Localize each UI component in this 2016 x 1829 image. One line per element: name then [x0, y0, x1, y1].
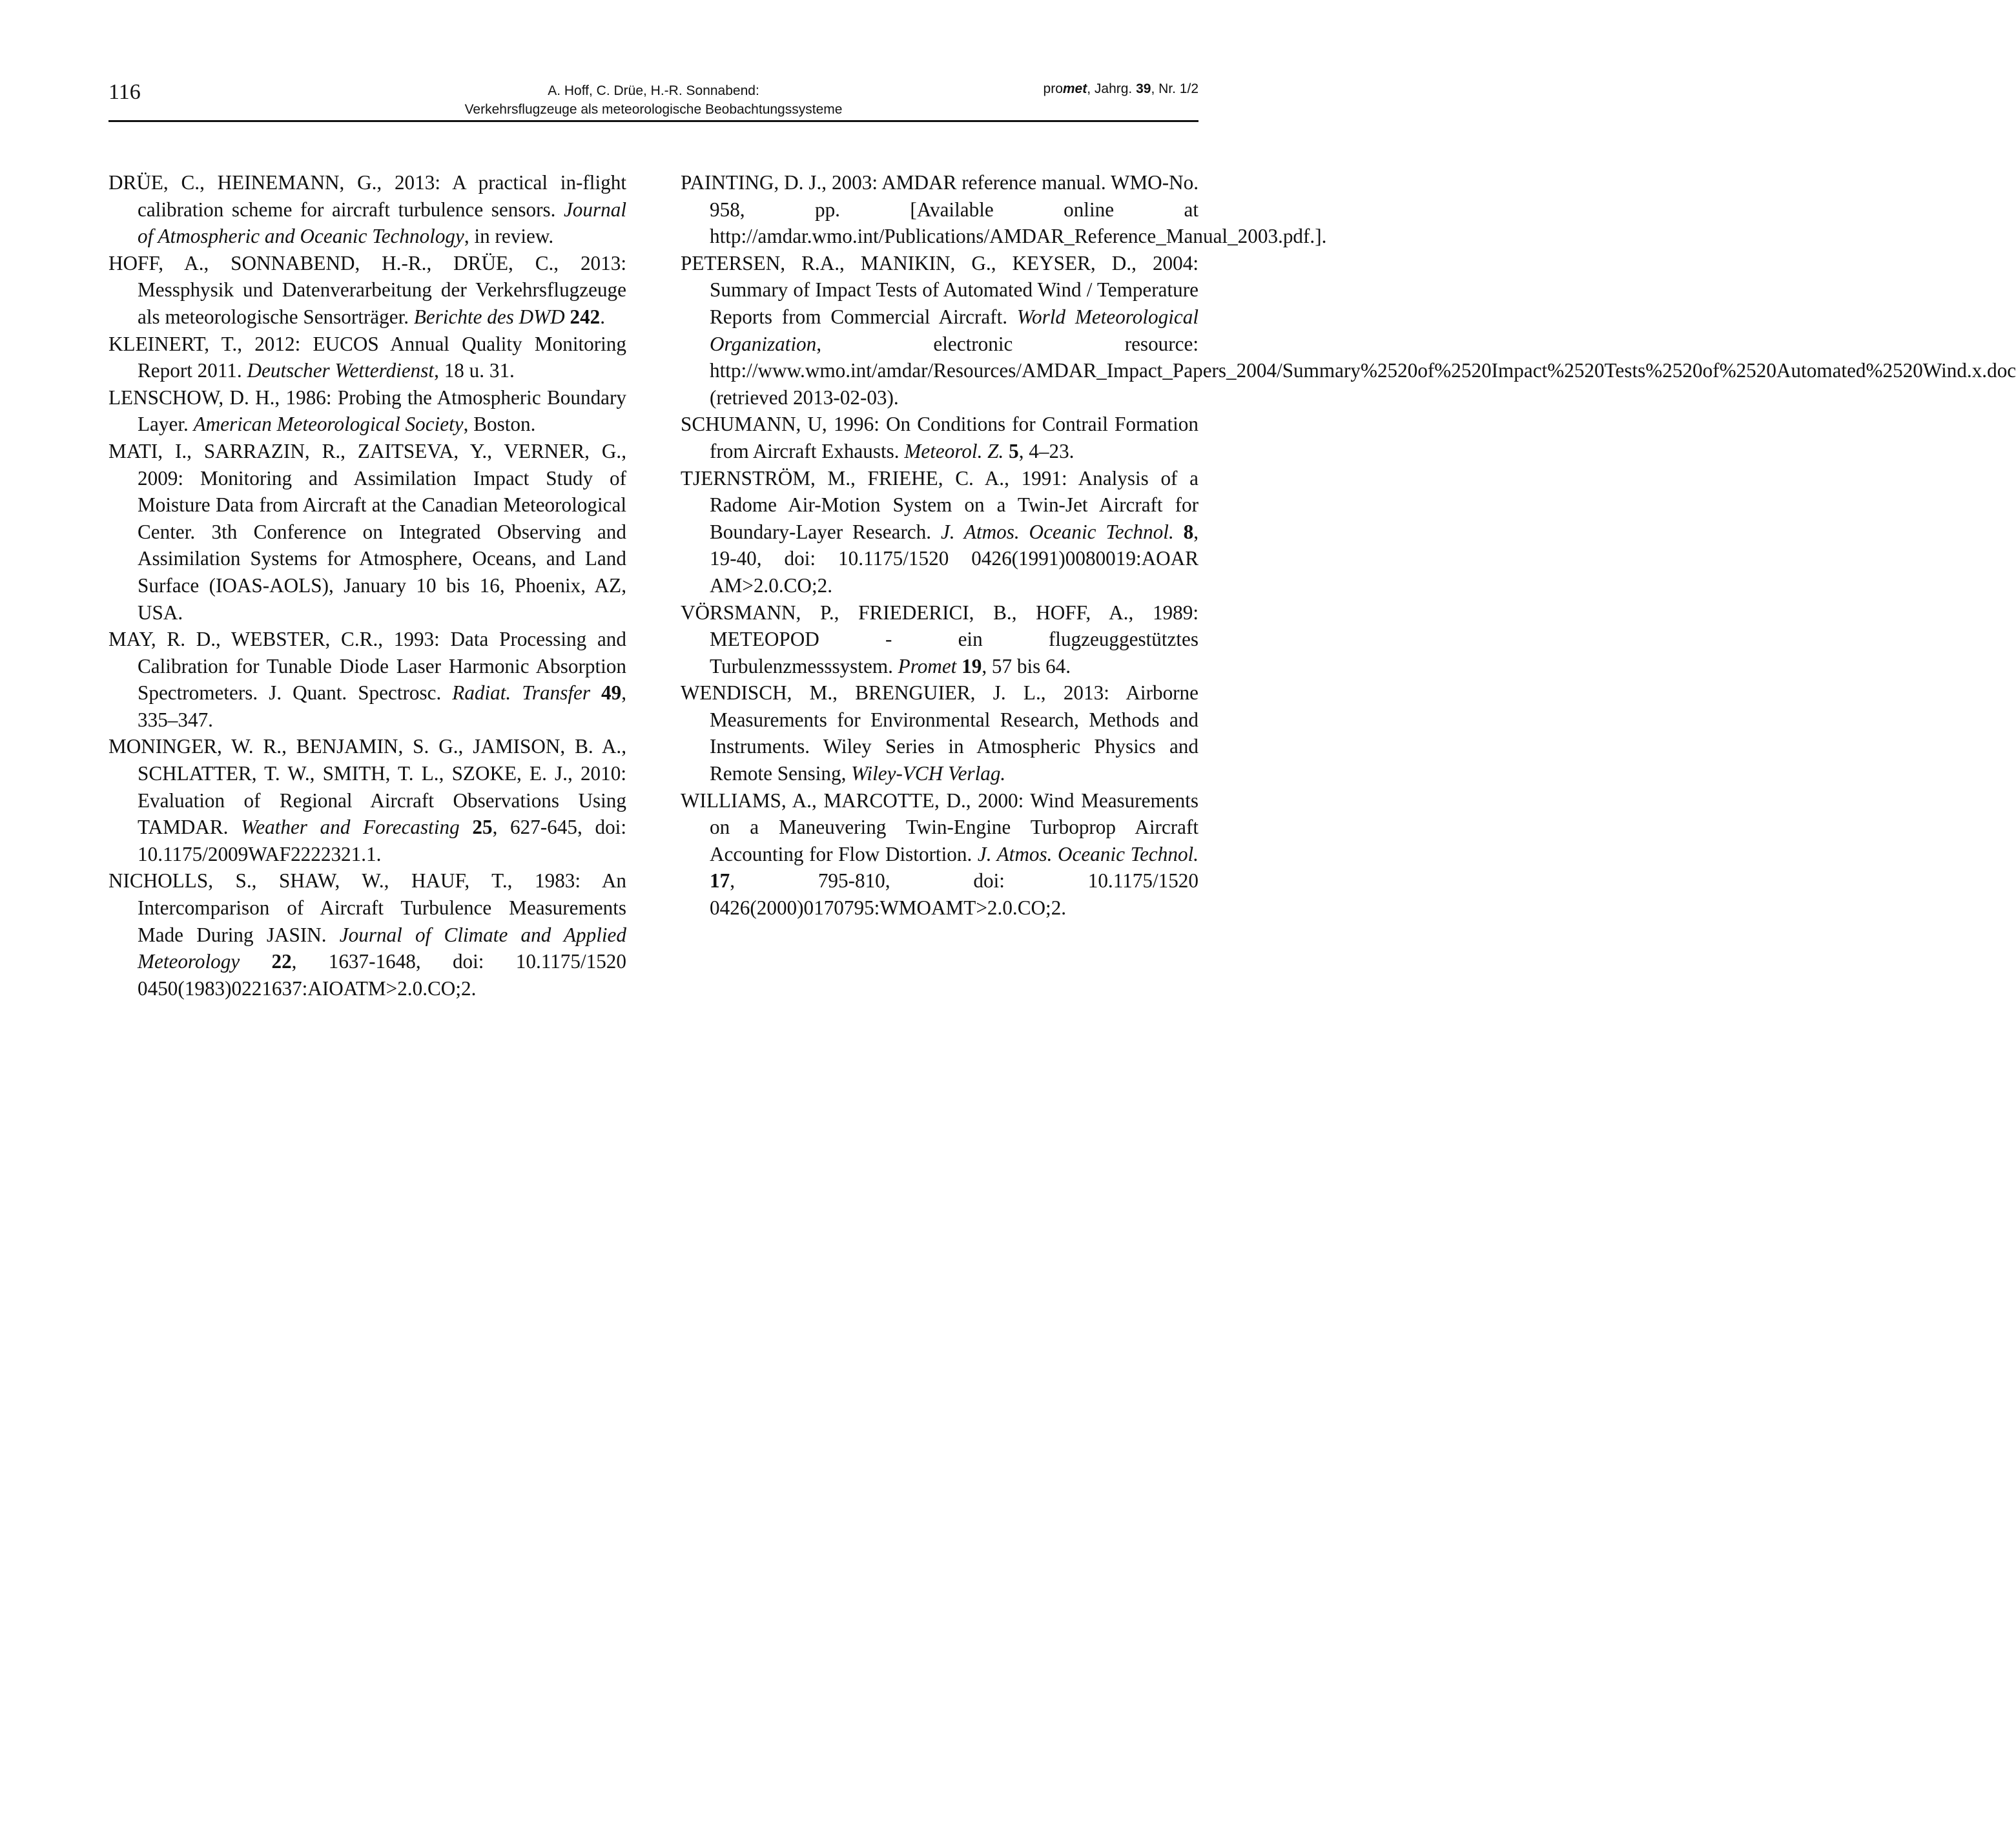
reference-journal: Journal of Atmospheric and Oceanic Technology — [138, 198, 626, 248]
reference-text: KLEINERT, T., 2012: EUCOS Annual Quality Monitoring Report 2011. — [108, 332, 626, 382]
reference-details: , 18 u. 31. — [434, 359, 515, 382]
reference-text: MONINGER, W. R., BENJAMIN, S. G., JAMISON, B. A., SCHLATTER, T. W., SMITH, T. L., SZOKE, E. J., 2010: Evaluation of Regional Aircraft Observations Using TAMDAR. — [108, 735, 626, 839]
reference-details: , 4–23. — [1018, 439, 1075, 462]
reference-entry — [108, 626, 626, 733]
reference-text: PAINTING, D. J., 2003: AMDAR reference manual. WMO-No. 958, pp. [Available online at http://amdar.wmo.int/Publications/AMDAR_Reference_Manual_2003.pdf.]. — [681, 171, 1327, 248]
reference-journal: Berichte des DWD — [413, 305, 565, 328]
reference-text: LENSCHOW, D. H., 1986: Probing the Atmospheric Boundary Layer. — [108, 386, 626, 436]
reference-volume: 5 — [1009, 439, 1019, 462]
reference-entry — [108, 169, 626, 250]
reference-journal: Wiley-VCH Verlag. — [851, 762, 1006, 785]
reference-journal: Deutscher Wetterdienst — [247, 359, 435, 382]
reference-journal: Journal of Climate and Applied Meteorology — [138, 923, 626, 973]
reference-text: MAY, R. D., WEBSTER, C.R., 1993: Data Processing and Calibration for Tunable Diode Laser Harmonic Absorption Spectrometers. J. Quant. Spectrosc. — [108, 628, 626, 705]
reference-journal: J. Atmos. Oceanic Technol. — [977, 842, 1198, 865]
reference-details: , 335–347. — [138, 681, 626, 731]
reference-text: HOFF, A., SONNABEND, H.-R., DRÜE, C., 2013: Messphysik und Datenverarbeitung der Verkehrsflugzeuge als meteorologische Sensorträger. — [108, 251, 626, 328]
reference-journal: Radiat. Transfer — [452, 681, 590, 705]
reference-entry — [108, 438, 626, 626]
reference-journal: J. Atmos. Oceanic Technol. — [940, 520, 1174, 543]
journal-issue: , Nr. 1/2 — [1151, 81, 1198, 96]
reference-text: SCHUMANN, U, 1996: On Conditions for Contrail Formation from Aircraft Exhausts. — [681, 413, 1198, 462]
reference-entry — [681, 679, 1198, 787]
reference-entry — [681, 787, 1198, 922]
journal-volume: 39 — [1136, 81, 1151, 96]
reference-entry — [681, 465, 1198, 599]
reference-entry — [681, 169, 1327, 250]
reference-volume: 22 — [271, 950, 292, 973]
reference-details: , electronic resource: http://www.wmo.int/amdar/Resources/AMDAR_Impact_Papers_2004/Summary%2520of%2520Impact%2520Tests%2520of%2520Automated%2520Wind.x.doc (retrieved 2013-02-03). — [710, 332, 2016, 409]
reference-entry — [681, 250, 2016, 411]
references-column-left — [108, 169, 626, 1002]
running-title — [289, 81, 1018, 119]
journal-name-suffix: met — [1062, 81, 1087, 96]
page-number: 116 — [108, 80, 141, 104]
references-column-right — [681, 169, 2016, 922]
reference-details: , 19-40, doi: 10.1175/1520 0426(1991)0080019:AOAR AM>2.0.CO;2. — [710, 520, 1199, 597]
reference-details: , 795-810, doi: 10.1175/1520 0426(2000)0170795:WMOAMT>2.0.CO;2. — [710, 869, 1198, 920]
reference-separator — [590, 681, 601, 704]
reference-volume: 19 — [962, 654, 982, 677]
reference-separator — [460, 816, 473, 838]
reference-details: , 1637-1648, doi: 10.1175/1520 0450(1983)0221637:AIOATM>2.0.CO;2. — [138, 950, 626, 1000]
reference-separator — [1174, 521, 1184, 543]
journal-citation — [1044, 81, 1198, 97]
reference-entry — [108, 331, 626, 384]
running-title-article: Verkehrsflugzeuge als meteorologische Beobachtungssysteme — [464, 102, 843, 117]
reference-details: , Boston. — [463, 413, 536, 436]
reference-journal: Promet — [898, 654, 957, 677]
reference-separator — [1003, 440, 1009, 462]
reference-journal: Weather and Forecasting — [241, 816, 460, 839]
header-rule — [108, 120, 1198, 122]
reference-text: PETERSEN, R.A., MANIKIN, G., KEYSER, D., 2004: Summary of Impact Tests of Automated Wind / Temperature Reports from Commercial Aircraft. — [681, 251, 1198, 328]
reference-entry — [681, 411, 1198, 464]
reference-text: WENDISCH, M., BRENGUIER, J. L., 2013: Airborne Measurements for Environmental Research, Methods and Instruments. Wiley Series in Atmospheric Physics and Remote Sensing, — [681, 681, 1198, 785]
reference-entry — [108, 733, 626, 867]
reference-details: , in review. — [464, 225, 554, 248]
reference-separator — [240, 950, 271, 973]
reference-details: . — [600, 305, 606, 328]
reference-details: , 627-645, doi: 10.1175/2009WAF2222321.1. — [138, 816, 627, 865]
journal-year-label: , Jahrg. — [1087, 81, 1137, 96]
reference-volume: 49 — [601, 681, 622, 705]
reference-details: , 57 bis 64. — [982, 654, 1071, 677]
reference-volume: 242 — [570, 305, 601, 328]
reference-entry — [108, 250, 626, 331]
reference-volume: 17 — [710, 869, 730, 893]
reference-journal: World Meteorological Organization — [710, 305, 1198, 355]
reference-text: DRÜE, C., HEINEMANN, G., 2013: A practical in-flight calibration scheme for aircraft turbulence sensors. — [108, 171, 626, 221]
reference-journal: American Meteorological Society — [193, 413, 464, 436]
reference-entry — [108, 867, 626, 1002]
reference-volume: 8 — [1183, 520, 1194, 543]
reference-text: TJERNSTRÖM, M., FRIEHE, C. A., 1991: Analysis of a Radome Air-Motion System on a Twin-Jet Aircraft for Boundary-Layer Research. — [681, 466, 1198, 543]
reference-text: WILLIAMS, A., MARCOTTE, D., 2000: Wind Measurements on a Maneuvering Twin-Engine Turboprop Aircraft Accounting for Flow Distortion. — [681, 789, 1198, 865]
reference-entry — [108, 384, 626, 438]
reference-volume: 25 — [472, 816, 493, 839]
reference-text: VÖRSMANN, P., FRIEDERICI, B., HOFF, A., 1989: METEOPOD - ein flugzeuggestütztes Turbulenzmesssystem. — [681, 601, 1198, 677]
reference-text: MATI, I., SARRAZIN, R., ZAITSEVA, Y., VERNER, G., 2009: Monitoring and Assimilation Impact Study of Moisture Data from Aircraft at the Canadian Meteorological Center. 3th Conference on Integrated Observing and Assimilation Systems for Atmosphere, Oceans, and Land Surface (IOAS-AOLS), January 10 bis 16, Phoenix, AZ, USA. — [108, 439, 626, 624]
reference-text: NICHOLLS, S., SHAW, W., HAUF, T., 1983: An Intercomparison of Aircraft Turbulence Measurements Made During JASIN. — [108, 869, 626, 946]
journal-name-prefix: pro — [1043, 81, 1063, 96]
reference-journal: Meteorol. Z. — [904, 439, 1004, 462]
page-header — [108, 76, 1198, 121]
reference-entry — [681, 599, 1198, 680]
reference-separator — [956, 655, 962, 677]
running-title-authors: A. Hoff, C. Drüe, H.-R. Sonnabend: — [548, 83, 759, 98]
